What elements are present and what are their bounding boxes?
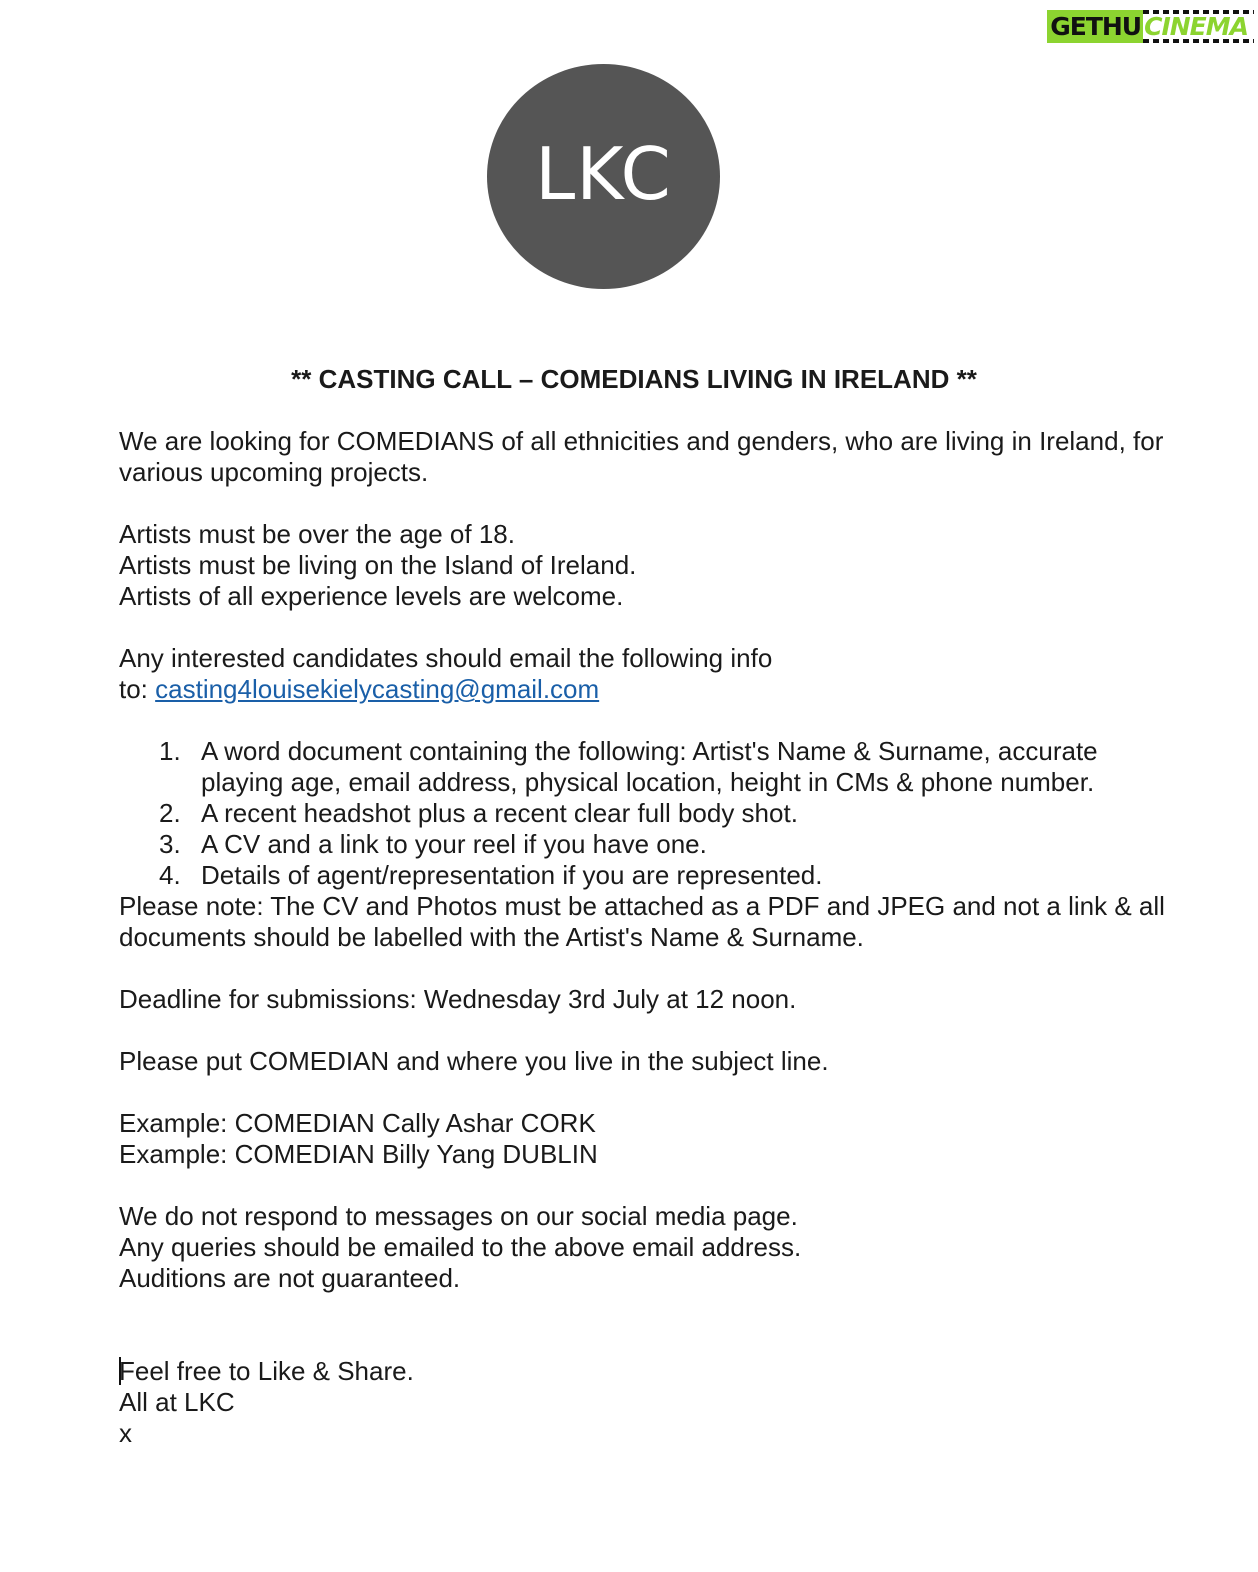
- signoff-text: Feel free to Like & Share.: [119, 1356, 414, 1386]
- subject-instruction: Please put COMEDIAN and where you live in the subject line.: [119, 1046, 829, 1076]
- submission-list: [119, 736, 1179, 891]
- note-paragraph: Please note: The CV and Photos must be attached as a PDF and JPEG and not a link & all documents should be labelled with the Artist's Name & Surname.: [119, 891, 1165, 952]
- intro-paragraph: We are looking for COMEDIANS of all ethnicities and genders, who are living in Ireland, for various upcoming projects.: [119, 426, 1164, 487]
- email-prefix: to:: [119, 674, 156, 704]
- lkc-logo: [487, 64, 720, 289]
- signoff-line: x: [119, 1418, 132, 1448]
- disclaimer-line: Any queries should be emailed to the above email address.: [119, 1232, 802, 1262]
- list-item-text: A recent headshot plus a recent clear full body shot.: [201, 798, 798, 828]
- requirement-line: Artists of all experience levels are welcome.: [119, 581, 624, 611]
- email-prompt-line: Any interested candidates should email the following info: [119, 643, 773, 673]
- watermark-part2: CINEMA: [1143, 10, 1254, 43]
- list-item-number: 3.: [159, 829, 181, 859]
- email-link[interactable]: casting4louisekielycasting@gmail.com: [155, 674, 600, 704]
- list-item: [159, 798, 1179, 829]
- list-item: [159, 860, 1179, 891]
- page-title: ** CASTING CALL – COMEDIANS LIVING IN IRELAND **: [291, 364, 977, 394]
- disclaimer-line: Auditions are not guaranteed.: [119, 1263, 461, 1293]
- deadline-line: Deadline for submissions: Wednesday 3rd July at 12 noon.: [119, 984, 797, 1014]
- disclaimer-line: We do not respond to messages on our social media page.: [119, 1201, 798, 1231]
- list-item-number: 4.: [159, 860, 181, 890]
- list-item-text: A CV and a link to your reel if you have one.: [201, 829, 707, 859]
- list-item-number: 1.: [159, 736, 181, 766]
- email-line: [119, 674, 1179, 705]
- signoff-line: [119, 1356, 1179, 1387]
- list-item-text: Details of agent/representation if you are represented.: [201, 860, 823, 890]
- list-item: [159, 736, 1179, 798]
- document-body: [119, 364, 1179, 1449]
- list-item-number: 2.: [159, 798, 181, 828]
- watermark-part1: GETHU: [1047, 10, 1143, 43]
- example-line: Example: COMEDIAN Billy Yang DUBLIN: [119, 1139, 598, 1169]
- logo-text: LKC: [535, 131, 672, 216]
- requirement-line: Artists must be living on the Island of Ireland.: [119, 550, 637, 580]
- watermark-logo: [1047, 6, 1254, 46]
- requirement-line: Artists must be over the age of 18.: [119, 519, 515, 549]
- list-item: [159, 829, 1179, 860]
- example-line: Example: COMEDIAN Cally Ashar CORK: [119, 1108, 596, 1138]
- list-item-text: A word document containing the following: Artist's Name & Surname, accurate playing age, email address, physical location, height in CMs & phone number.: [201, 736, 1098, 797]
- signoff-line: All at LKC: [119, 1387, 235, 1417]
